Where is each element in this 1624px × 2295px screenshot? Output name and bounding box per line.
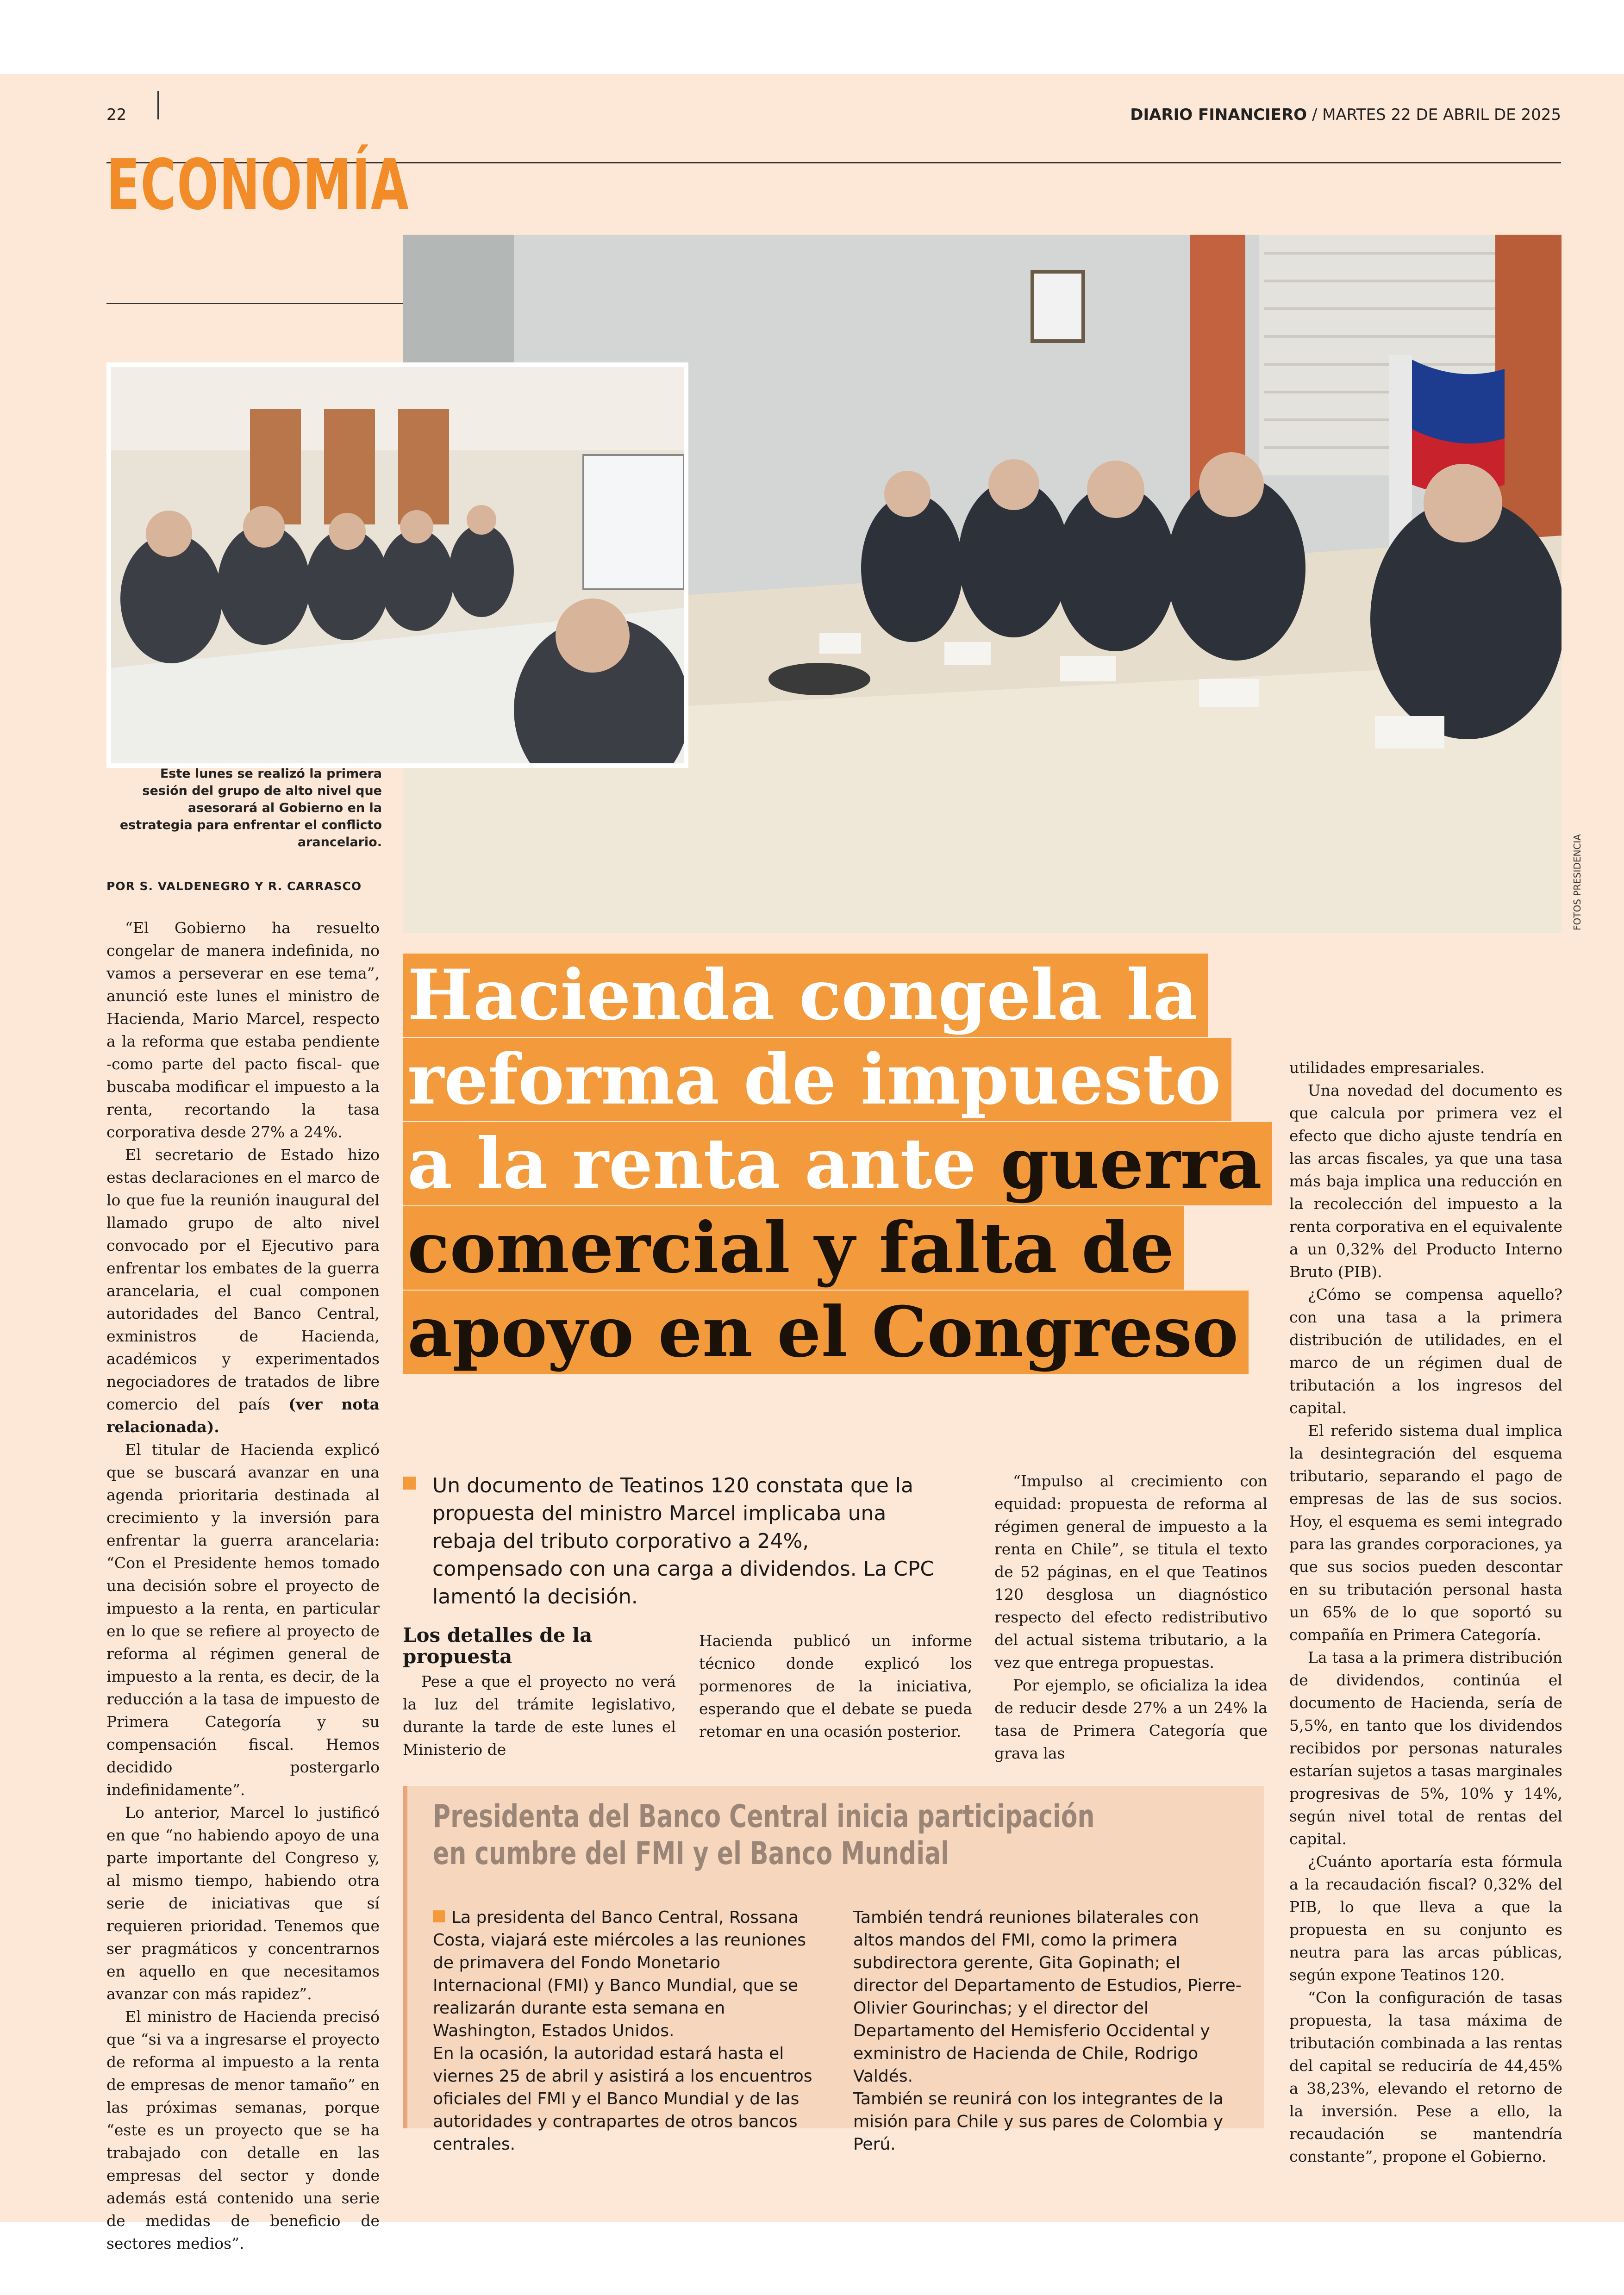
article-column-2b [699, 1629, 972, 1743]
paragraph: “Impulso al crecimiento con equidad: propuesta de reforma al régimen general de impuesto a la renta en Chile”, se titula el texto de 52 páginas, en el que Teatinos 120 desglosa un diagnóstico respecto del efecto redistributivo del actual sistema tributario, a la vez que entrega propuestas. [994, 1472, 1268, 1671]
paragraph: ¿Cuánto aportaría esta fórmula a la recaudación fiscal? 0,32% del PIB, lo que lleva a que la propuesta en su conjunto es neutra para las arcas públicas, según expone Teatinos 120. [1289, 1852, 1562, 1984]
lead-text: Un documento de Teatinos 120 constata que la propuesta del ministro Marcel implicaba una rebaja del tributo corporativo a 24%, compensado con una carga a dividendos. La CPC lamentó la decisión. [432, 1474, 935, 1609]
headline-line-dark: guerra [1000, 1123, 1262, 1204]
photo-caption: Este lunes se realizó la primera sesión del grupo de alto nivel que asesorará al Gobierno en la estrategia para enfrentar el conflicto arancelario. [119, 767, 382, 849]
paragraph: También se reunirá con los integrantes de la misión para Chile y sus pares de Colombia y Perú. [853, 2089, 1224, 2154]
paragraph: Hacienda publicó un informe técnico donde explicó los pormenores de la iniciativa, esperando que el debate se pueda retomar en una ocasión posterior. [699, 1632, 972, 1740]
page-number-tick [157, 91, 159, 119]
headline-line: Hacienda congela la [403, 954, 1208, 1037]
article-column-4 [1289, 1056, 1562, 2168]
paragraph: Pese a que el proyecto no verá la luz del trámite legislativo, durante la tarde de este lunes el Ministerio de [403, 1672, 676, 1759]
photo-credit: FOTOS PRESIDENCIA [1572, 834, 1583, 930]
sidebar-accent-bar [403, 1786, 407, 2128]
paragraph: Lo anterior, Marcel lo justificó en que “no habiendo apoyo de una parte importante del Congreso y, al mismo tiempo, habiendo otra serie de iniciativas que sí requieren prioridad. Tenemos que ser pragmáticos y concentrarnos en aquello en que necesitamos avanzar con más rapidez”. [106, 1803, 380, 2003]
page-number: 22 [106, 106, 127, 124]
paragraph: “El Gobierno ha resuelto congelar de manera indefinida, no vamos a perseverar en ese tema”, anunció este lunes el ministro de Hacienda, Mario Marcel, respecto a la reforma que estaba pendiente -como parte del pacto fiscal- que buscaba modificar el impuesto a la renta, recortando la tasa corporativa desde 27% a 24%. [106, 919, 380, 1141]
publication-date: / MARTES 22 DE ABRIL DE 2025 [1312, 106, 1561, 124]
paragraph: El titular de Hacienda explicó que se buscará avanzar en una agenda prioritaria destinada al crecimiento y la inversión para enfrentar la guerra arancelaria: “Con el Presidente hemos tomado una decisión sobre el proyecto de impuesto a la renta, en particular en lo que se refiere al proyecto de reforma al régimen general de impuesto a la renta, es decir, de la reducción a la tasa de impuesto de Primera Categoría y su compensación fiscal. Hemos decidido postergarlo indefinidamente”. [106, 1441, 380, 1799]
subheading: Los detalles de la propuesta [403, 1624, 593, 1668]
article-column-2a [403, 1670, 676, 1761]
paragraph: En la ocasión, la autoridad estará hasta el viernes 25 de abril y asistirá a los encuentros oficiales del FMI y el Banco Mundial y de las autoridades y contrapartes de otros bancos centrales. [433, 2044, 812, 2154]
paragraph: El ministro de Hacienda precisó que “si va a ingresarse el proyecto de reforma al impuesto a la renta de empresas de menor tamaño” en las próximas semanas, porque “este es un proyecto que se ha trabajado con detalle en las empresas del sector y donde además está contenido una serie de medidas de beneficio de sectores medios”. [106, 2008, 380, 2252]
paragraph-text: El secretario de Estado hizo estas declaraciones en el marco de lo que fue la reunión inaugural del llamado grupo de alto nivel convocado por el Ejecutivo para enfrentar los embates de la guerra arancelaria, el cual componen autoridades del Banco Central, exministros de Hacienda, académicos y experimentados negociadores de tratados de libre comercio del país [106, 1146, 380, 1413]
paragraph: También tendrá reuniones bilaterales con altos mandos del FMI, como la primera subdirectora gerente, Gita Gopinath; el director del Departamento de Estudios, Pierre-Olivier Gourinchas; y el director del Departamento del Hemisferio Occidental y exministro de Hacienda de Chile, Rodrigo Valdés. [853, 1908, 1242, 2086]
masthead [1130, 106, 1561, 124]
paragraph: Por ejemplo, se oficializa la idea de reducir desde 27% a un 24% la tasa de Primera Categoría que grava las [994, 1676, 1268, 1762]
headline-line [403, 1122, 1272, 1205]
headline [403, 954, 1262, 1375]
article-column-1 [106, 917, 380, 2255]
sidebar-column-2 [853, 1906, 1244, 2156]
paragraph: ¿Cómo se compensa aquello? con una tasa a la primera distribución de utilidades, en el marco de un régimen dual de tributación a los ingresos del capital. [1289, 1285, 1562, 1417]
paragraph-text: La presidenta del Banco Central, Rossana Costa, viajará este miércoles a las reuniones de primavera del Fondo Monetario Internacional (FMI) y Banco Mundial, que se realizarán durante esta semana en Washington, Estados Unidos. [433, 1908, 806, 2040]
headline-line: comercial y falta de [403, 1206, 1184, 1290]
publication-name: DIARIO FINANCIERO [1130, 106, 1307, 124]
byline: POR S. VALDENEGRO Y R. CARRASCO [106, 879, 362, 893]
square-bullet-icon [433, 1910, 445, 1922]
square-bullet-icon [403, 1477, 416, 1490]
paragraph: utilidades empresariales. [1289, 1059, 1485, 1077]
inset-photo [106, 362, 688, 768]
paragraph: La tasa a la primera distribución de dividendos, continúa el documento de Hacienda, sería de 5,5%, en tanto que los dividendos recibidos por personas naturales estarían sujetos a tasas marginales progresivas de 5%, 10% y 14%, según nivel total de rentas del capital. [1289, 1648, 1562, 1848]
paragraph [433, 1906, 824, 2042]
related-note-ref: (ver nota relacionada). [106, 1395, 380, 1436]
paragraph: El referido sistema dual implica la desintegración del esquema tributario, separando el pago de empresas de las de sus socios. Hoy, el esquema es semi integrado para las grandes corporaciones, ya que sus socios pueden descontar en su tributación personal hasta un 65% de lo que soportó su compañía en Primera Categoría. [1289, 1422, 1562, 1644]
paragraph: Una novedad del documento es que calcula por primera vez el efecto que dicho ajuste tendría en las arcas fiscales, ya que una tasa más baja implica una reducción en la recolección del impuesto a la renta corporativa en el equivalente a un 0,32% del Producto Interno Bruto (PIB). [1289, 1081, 1562, 1281]
paragraph: “Con la configuración de tasas propuesta, la tasa máxima de tributación combinada a las rentas del capital se reduciría de 44,45% a 38,23%, elevando el retorno de la inversión. Pese a ello, la recaudación se mantendría constante”, propone el Gobierno. [1289, 1989, 1562, 2165]
meeting-table-photo [111, 367, 684, 763]
sidebar-title: Presidenta del Banco Central inicia participación en cumbre del FMI y el Banco Mundial [433, 1798, 1095, 1872]
article-column-3 [994, 1470, 1268, 1765]
paragraph [106, 1143, 380, 1438]
headline-line: reforma de impuesto [403, 1038, 1231, 1121]
section-title: ECONOMÍA [106, 145, 410, 225]
headline-line: apoyo en el Congreso [403, 1291, 1249, 1374]
lead-summary [403, 1472, 944, 1611]
sidebar-column-1 [433, 1906, 824, 2156]
headline-line-white: a la renta ante [407, 1123, 1001, 1204]
